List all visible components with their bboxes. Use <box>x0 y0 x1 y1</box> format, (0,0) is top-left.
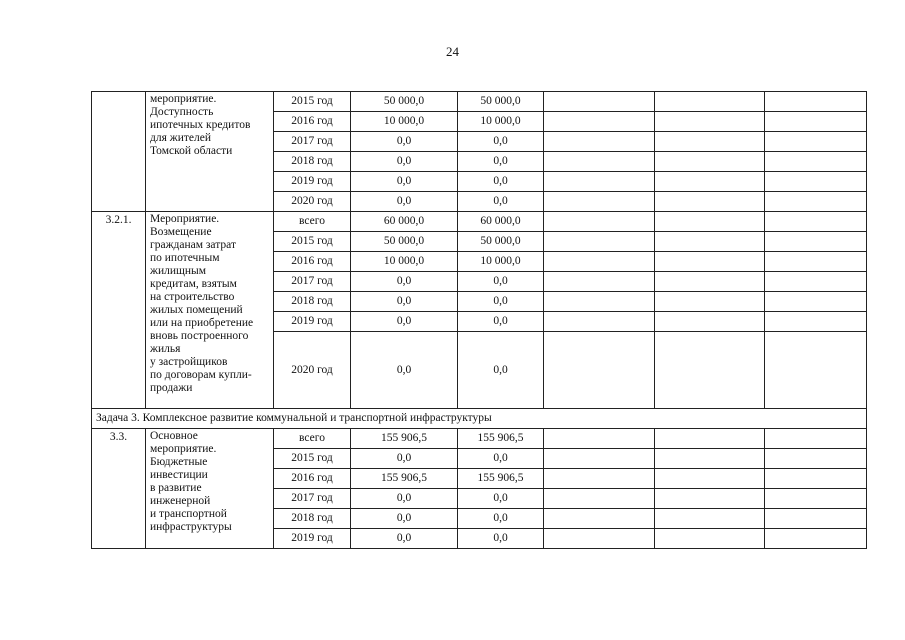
amount-budget-cell: 0,0 <box>458 312 544 332</box>
empty-cell <box>544 172 655 192</box>
empty-cell <box>655 172 765 192</box>
item-number <box>92 92 146 212</box>
amount-total-cell: 155 906,5 <box>351 429 458 449</box>
amount-budget-cell: 0,0 <box>458 152 544 172</box>
table-row <box>92 92 867 112</box>
empty-cell <box>765 429 867 449</box>
empty-cell <box>544 529 655 549</box>
table-row <box>92 212 867 232</box>
empty-cell <box>765 272 867 292</box>
item-number: 3.3. <box>92 429 146 549</box>
empty-cell <box>544 509 655 529</box>
empty-cell <box>655 112 765 132</box>
empty-cell <box>765 469 867 489</box>
year-cell: 2019 год <box>274 172 351 192</box>
amount-budget-cell: 0,0 <box>458 489 544 509</box>
amount-total-cell: 0,0 <box>351 332 458 409</box>
item-name: Мероприятие. Возмещение гражданам затрат по ипотечным жилищным кредитам, взятым на строительство жилых помещений или на приобретение вновь построенного жилья у застройщиков по договорам купли- продажи <box>146 212 274 409</box>
empty-cell <box>544 132 655 152</box>
empty-cell <box>655 232 765 252</box>
empty-cell <box>765 312 867 332</box>
amount-budget-cell: 155 906,5 <box>458 429 544 449</box>
amount-budget-cell: 0,0 <box>458 529 544 549</box>
amount-budget-cell: 0,0 <box>458 192 544 212</box>
empty-cell <box>544 272 655 292</box>
budget-table <box>91 91 867 549</box>
amount-total-cell: 0,0 <box>351 509 458 529</box>
amount-total-cell: 50 000,0 <box>351 232 458 252</box>
year-cell: всего <box>274 212 351 232</box>
amount-budget-cell: 0,0 <box>458 292 544 312</box>
year-cell: 2020 год <box>274 332 351 409</box>
year-cell: 2020 год <box>274 192 351 212</box>
empty-cell <box>655 132 765 152</box>
empty-cell <box>544 449 655 469</box>
empty-cell <box>655 509 765 529</box>
year-cell: 2017 год <box>274 272 351 292</box>
empty-cell <box>544 292 655 312</box>
empty-cell <box>544 469 655 489</box>
empty-cell <box>655 192 765 212</box>
empty-cell <box>655 292 765 312</box>
empty-cell <box>655 429 765 449</box>
amount-budget-cell: 10 000,0 <box>458 252 544 272</box>
year-cell: всего <box>274 429 351 449</box>
empty-cell <box>765 212 867 232</box>
empty-cell <box>655 152 765 172</box>
empty-cell <box>765 192 867 212</box>
empty-cell <box>765 489 867 509</box>
amount-total-cell: 0,0 <box>351 152 458 172</box>
item-number: 3.2.1. <box>92 212 146 409</box>
empty-cell <box>765 92 867 112</box>
amount-total-cell: 0,0 <box>351 272 458 292</box>
amount-total-cell: 60 000,0 <box>351 212 458 232</box>
empty-cell <box>655 212 765 232</box>
page-number: 24 <box>446 44 459 59</box>
empty-cell <box>544 212 655 232</box>
empty-cell <box>765 529 867 549</box>
year-cell: 2016 год <box>274 112 351 132</box>
amount-total-cell: 0,0 <box>351 529 458 549</box>
empty-cell <box>765 292 867 312</box>
item-name: мероприятие. Доступность ипотечных кредитов для жителей Томской области <box>146 92 274 212</box>
year-cell: 2018 год <box>274 292 351 312</box>
empty-cell <box>655 92 765 112</box>
empty-cell <box>544 232 655 252</box>
amount-budget-cell: 0,0 <box>458 172 544 192</box>
empty-cell <box>765 172 867 192</box>
empty-cell <box>544 429 655 449</box>
empty-cell <box>765 112 867 132</box>
amount-budget-cell: 0,0 <box>458 449 544 469</box>
amount-budget-cell: 155 906,5 <box>458 469 544 489</box>
amount-total-cell: 0,0 <box>351 489 458 509</box>
year-cell: 2015 год <box>274 232 351 252</box>
year-cell: 2017 год <box>274 132 351 152</box>
item-name: Основное мероприятие. Бюджетные инвестиции в развитие инженерной и транспортной инфраструктуры <box>146 429 274 549</box>
amount-total-cell: 0,0 <box>351 172 458 192</box>
empty-cell <box>544 252 655 272</box>
empty-cell <box>544 152 655 172</box>
empty-cell <box>655 252 765 272</box>
year-cell: 2019 год <box>274 529 351 549</box>
amount-total-cell: 10 000,0 <box>351 252 458 272</box>
year-cell: 2018 год <box>274 509 351 529</box>
empty-cell <box>655 449 765 469</box>
amount-total-cell: 0,0 <box>351 292 458 312</box>
amount-budget-cell: 10 000,0 <box>458 112 544 132</box>
year-cell: 2015 год <box>274 92 351 112</box>
empty-cell <box>544 92 655 112</box>
empty-cell <box>544 112 655 132</box>
amount-total-cell: 0,0 <box>351 449 458 469</box>
amount-total-cell: 0,0 <box>351 132 458 152</box>
amount-budget-cell: 60 000,0 <box>458 212 544 232</box>
empty-cell <box>655 489 765 509</box>
empty-cell <box>765 509 867 529</box>
amount-budget-cell: 50 000,0 <box>458 232 544 252</box>
amount-budget-cell: 0,0 <box>458 332 544 409</box>
amount-total-cell: 0,0 <box>351 192 458 212</box>
amount-total-cell: 10 000,0 <box>351 112 458 132</box>
empty-cell <box>765 332 867 409</box>
empty-cell <box>765 132 867 152</box>
amount-budget-cell: 0,0 <box>458 132 544 152</box>
amount-total-cell: 50 000,0 <box>351 92 458 112</box>
empty-cell <box>765 152 867 172</box>
amount-budget-cell: 0,0 <box>458 509 544 529</box>
task-row <box>92 409 867 429</box>
empty-cell <box>655 529 765 549</box>
empty-cell <box>655 272 765 292</box>
empty-cell <box>544 332 655 409</box>
table-row <box>92 429 867 449</box>
amount-budget-cell: 0,0 <box>458 272 544 292</box>
year-cell: 2017 год <box>274 489 351 509</box>
empty-cell <box>544 192 655 212</box>
empty-cell <box>544 489 655 509</box>
year-cell: 2019 год <box>274 312 351 332</box>
amount-total-cell: 155 906,5 <box>351 469 458 489</box>
empty-cell <box>655 332 765 409</box>
year-cell: 2016 год <box>274 252 351 272</box>
empty-cell <box>765 252 867 272</box>
year-cell: 2018 год <box>274 152 351 172</box>
empty-cell <box>655 469 765 489</box>
amount-budget-cell: 50 000,0 <box>458 92 544 112</box>
table-body <box>92 92 867 549</box>
year-cell: 2015 год <box>274 449 351 469</box>
empty-cell <box>765 449 867 469</box>
amount-total-cell: 0,0 <box>351 312 458 332</box>
empty-cell <box>655 312 765 332</box>
year-cell: 2016 год <box>274 469 351 489</box>
task-heading: Задача 3. Комплексное развитие коммунальной и транспортной инфраструктуры <box>92 409 867 429</box>
empty-cell <box>765 232 867 252</box>
empty-cell <box>544 312 655 332</box>
